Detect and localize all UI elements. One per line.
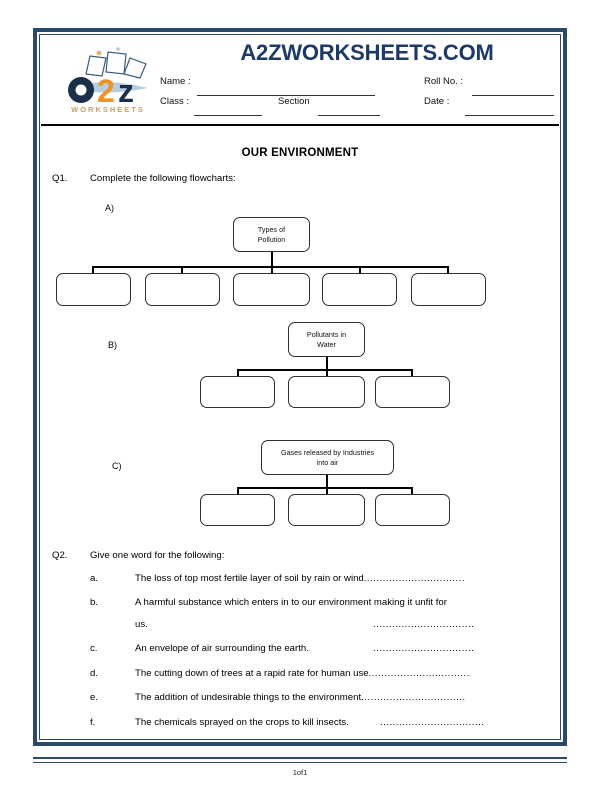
flowchart-c-box-1[interactable] bbox=[200, 494, 275, 526]
class-label: Class : bbox=[160, 96, 190, 107]
q1-number: Q1. bbox=[52, 173, 68, 184]
q2-item-e-text: The addition of undesirable things to the environment bbox=[135, 692, 362, 703]
field-row-1 bbox=[160, 74, 552, 94]
q1-part-a-letter: A) bbox=[105, 203, 114, 213]
flowchart-c-root-label: Gases released by Industries into air bbox=[280, 447, 375, 467]
a2z-worksheets-logo bbox=[56, 44, 160, 116]
flowchart-c-box-3[interactable] bbox=[375, 494, 450, 526]
brand-title: A2ZWORKSHEETS.COM bbox=[240, 40, 494, 65]
section-label: Section bbox=[278, 96, 310, 107]
q2-item-d-text: The cutting down of trees at a rapid rate for human use bbox=[135, 668, 369, 679]
q2-item-e-letter: e. bbox=[90, 692, 99, 703]
field-row-2 bbox=[160, 94, 552, 114]
q2-item-c-text: An envelope of air surrounding the earth. bbox=[135, 643, 309, 654]
flowchart-b-root bbox=[288, 322, 365, 357]
roll-no-label: Roll No. : bbox=[424, 76, 464, 87]
q2-item-d-letter: d. bbox=[90, 668, 99, 679]
q2-item-a-body bbox=[135, 573, 465, 586]
q2-number: Q2. bbox=[52, 550, 68, 561]
svg-text:2: 2 bbox=[97, 73, 115, 109]
flowchart-a-root-label: Types of Pollution bbox=[257, 224, 286, 244]
header-divider bbox=[41, 124, 559, 126]
footer-divider-top bbox=[33, 757, 567, 759]
flowchart-a-box-2[interactable] bbox=[145, 273, 220, 306]
page-number: 1of1 bbox=[292, 768, 308, 777]
footer-divider-bottom bbox=[33, 762, 567, 763]
q1-part-b-letter: B) bbox=[108, 340, 117, 350]
q1-part-c-letter: C) bbox=[112, 461, 122, 471]
flowchart-b-box-3[interactable] bbox=[375, 376, 450, 408]
q2-item-c-answer-line[interactable]: ................................ bbox=[373, 643, 475, 654]
q2-item-a-letter: a. bbox=[90, 573, 99, 584]
q2-item-e-answer-line[interactable]: ................................. bbox=[361, 692, 466, 703]
flowchart-b-root-label: Pollutants in Water bbox=[306, 329, 347, 349]
page-title: OUR ENVIRONMENT bbox=[241, 147, 359, 159]
class-input[interactable] bbox=[194, 106, 262, 116]
q2-item-b-body bbox=[135, 597, 447, 610]
q2-item-b-text-line2: us. bbox=[135, 619, 148, 630]
worksheet-header bbox=[46, 38, 554, 124]
q2-item-b-answer-line[interactable]: ................................ bbox=[373, 619, 475, 630]
flowchart-a-root bbox=[233, 217, 310, 252]
date-label: Date : bbox=[424, 96, 450, 107]
q2-item-a-answer-line[interactable]: ................................ bbox=[363, 573, 466, 584]
flowchart-c-box-2[interactable] bbox=[288, 494, 365, 526]
name-label: Name : bbox=[160, 76, 191, 87]
flowchart-a-box-3[interactable] bbox=[233, 273, 310, 306]
flowchart-a-box-5[interactable] bbox=[411, 273, 486, 306]
date-input[interactable] bbox=[465, 106, 554, 116]
student-info-fields bbox=[160, 74, 552, 114]
q2-item-f-answer-line[interactable]: ................................. bbox=[380, 717, 485, 728]
q2-item-a-text: The loss of top most fertile layer of soil by rain or wind bbox=[135, 573, 364, 584]
svg-text:z: z bbox=[118, 73, 134, 109]
flowchart-b-box-2[interactable] bbox=[288, 376, 365, 408]
section-input[interactable] bbox=[318, 106, 380, 116]
q2-item-d-body bbox=[135, 668, 470, 681]
q2-item-b-letter: b. bbox=[90, 597, 99, 608]
q2-text: Give one word for the following: bbox=[90, 550, 225, 561]
flowchart-c-root bbox=[261, 440, 394, 475]
q2-item-c-letter: c. bbox=[90, 643, 98, 654]
q2-item-d-answer-line[interactable]: ................................ bbox=[368, 668, 470, 679]
q2-item-e-body bbox=[135, 692, 466, 705]
flowchart-a-box-1[interactable] bbox=[56, 273, 131, 306]
flowchart-b-box-1[interactable] bbox=[200, 376, 275, 408]
q1-text: Complete the following flowcharts: bbox=[90, 173, 236, 184]
logo-icon bbox=[56, 44, 160, 116]
q2-item-f-text: The chemicals sprayed on the crops to kill insects. bbox=[135, 717, 349, 728]
flowchart-a-box-4[interactable] bbox=[322, 273, 397, 306]
svg-text:WORKSHEETS: WORKSHEETS bbox=[71, 105, 145, 114]
q2-item-b-text: A harmful substance which enters in to our environment making it unfit for bbox=[135, 597, 447, 608]
q2-item-f-letter: f. bbox=[90, 717, 96, 728]
